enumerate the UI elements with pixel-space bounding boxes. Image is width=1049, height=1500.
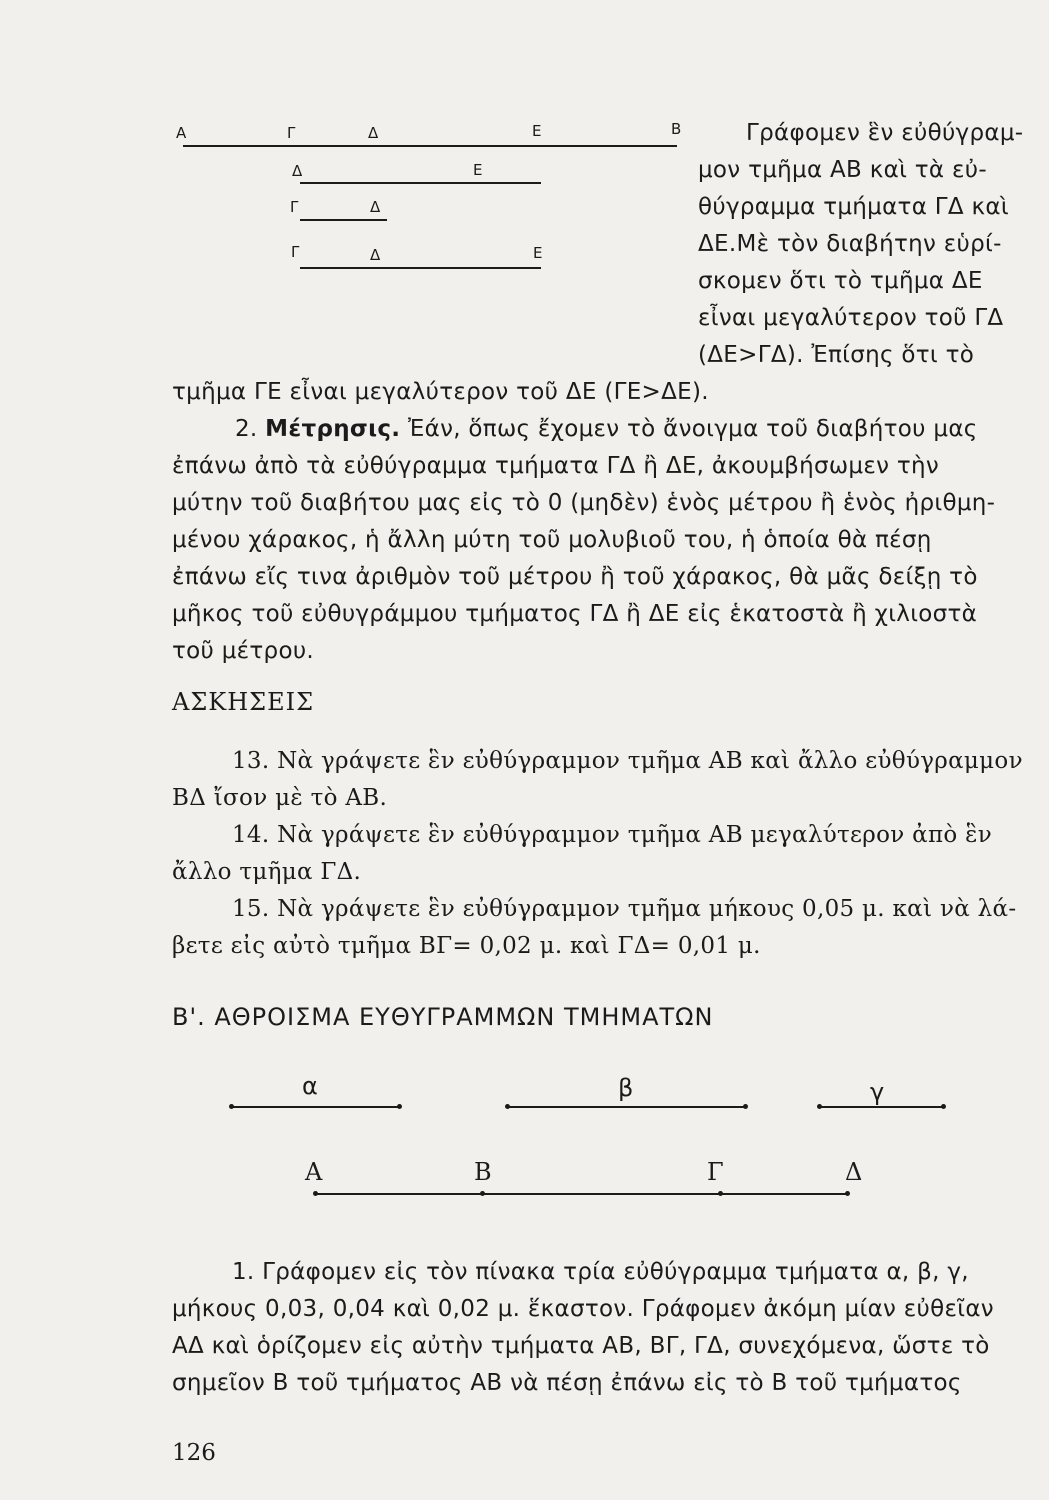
page-number: 126 bbox=[172, 1440, 216, 1466]
text-line: τμῆμα ΓΕ εἶναι μεγαλύτερον τοῦ ΔΕ (ΓΕ>ΔΕ). bbox=[172, 379, 709, 405]
label-Gamma: Γ bbox=[287, 124, 296, 142]
point-Gamma bbox=[718, 1191, 723, 1196]
label-E-4: Ε bbox=[533, 244, 543, 262]
endpoint bbox=[229, 1104, 234, 1109]
label-gamma: γ bbox=[870, 1078, 885, 1106]
exercise-line: 15. Νὰ γράψετε ἓν εὐθύγραμμον τμῆμα μήκους 0,05 μ. καὶ νὰ λά- bbox=[232, 896, 1017, 922]
exercise-line: ἄλλο τμῆμα ΓΔ. bbox=[172, 859, 362, 885]
text-line: μένου χάρακος, ἡ ἄλλη μύτη τοῦ μολυβιοῦ του, ἡ ὁποία θὰ πέσῃ bbox=[172, 527, 932, 553]
segment-alpha bbox=[232, 1106, 400, 1108]
segment-beta bbox=[508, 1106, 746, 1108]
exercises-heading: ΑΣΚΗΣΕΙΣ bbox=[172, 688, 315, 716]
segment-GE bbox=[300, 267, 541, 269]
text-line: ἐπάνω εἴς τινα ἀριθμὸν τοῦ μέτρου ἢ τοῦ χάρακος, θὰ μᾶς δείξῃ τὸ bbox=[172, 564, 978, 590]
endpoint bbox=[505, 1104, 510, 1109]
exercise-line: 13. Νὰ γράψετε ἓν εὐθύγραμμον τμῆμα ΑΒ καὶ ἄλλο εὐθύγραμμον bbox=[232, 748, 1023, 774]
text-line: μύτην τοῦ διαβήτου μας εἰς τὸ 0 (μηδὲν) ἑνὸς μέτρου ἢ ἑνὸς ἠριθμη- bbox=[172, 490, 996, 516]
side-line: εἶναι μεγαλύτερον τοῦ ΓΔ bbox=[698, 305, 1004, 331]
label-B: Β bbox=[671, 120, 682, 138]
segment-DE bbox=[300, 182, 541, 184]
label-E: Ε bbox=[532, 122, 542, 140]
label-Gamma-3: Γ bbox=[290, 198, 299, 216]
point-B bbox=[480, 1191, 485, 1196]
measurement-number: 2. bbox=[235, 416, 258, 442]
label-Gamma-4: Γ bbox=[291, 243, 300, 261]
exercise-line: βετε εἰς αὐτὸ τμῆμα ΒΓ= 0,02 μ. καὶ ΓΔ= 0,01 μ. bbox=[172, 933, 761, 959]
point-A bbox=[313, 1191, 318, 1196]
label-A: Α bbox=[176, 124, 187, 142]
section-b-heading: Β'. ΑΘΡΟΙΣΜΑ ΕΥΘΥΓΡΑΜΜΩΝ ΤΜΗΜΑΤΩΝ bbox=[172, 1003, 714, 1031]
label-B: Β bbox=[474, 1158, 492, 1186]
text-line: μήκους 0,03, 0,04 καὶ 0,02 μ. ἕκαστον. Γράφομεν ἀκόμη μίαν εὐθεῖαν bbox=[172, 1296, 994, 1322]
measurement-text: Ἐάν, ὅπως ἔχομεν τὸ ἄνοιγμα τοῦ διαβήτου μας bbox=[407, 416, 978, 442]
label-Delta: Δ bbox=[368, 124, 379, 142]
side-line: θύγραμμα τμήματα ΓΔ καὶ bbox=[698, 194, 1009, 220]
label-Delta-2: Δ bbox=[292, 162, 303, 180]
label-E-2: Ε bbox=[473, 161, 483, 179]
text-line: σημεῖον Β τοῦ τμήματος ΑΒ νὰ πέσῃ ἐπάνω εἰς τὸ Β τοῦ τμήματος bbox=[172, 1370, 962, 1396]
measurement-title: Μέτρησις. bbox=[265, 416, 401, 442]
side-line: σκομεν ὅτι τὸ τμῆμα ΔΕ bbox=[698, 268, 983, 294]
endpoint bbox=[397, 1104, 402, 1109]
label-Delta: Δ bbox=[845, 1158, 863, 1186]
text-line: ΑΔ καὶ ὁρίζομεν εἰς αὐτὴν τμήματα ΑΒ, ΒΓ, ΓΔ, συνεχόμενα, ὥστε τὸ bbox=[172, 1333, 990, 1359]
label-Delta-4: Δ bbox=[370, 246, 381, 264]
exercise-line: ΒΔ ἴσον μὲ τὸ ΑΒ. bbox=[172, 785, 388, 811]
side-line: (ΔΕ>ΓΔ). Ἐπίσης ὅτι τὸ bbox=[698, 342, 975, 368]
endpoint bbox=[941, 1104, 946, 1109]
side-line: μον τμῆμα ΑΒ καὶ τὰ εὐ- bbox=[698, 157, 987, 183]
label-Delta-3: Δ bbox=[370, 198, 381, 216]
segment-AB bbox=[183, 145, 677, 147]
side-line: Γράφομεν ἓν εὐθύγραμ- bbox=[746, 120, 1024, 146]
measurement-first-line bbox=[235, 414, 978, 444]
point-Delta bbox=[845, 1191, 850, 1196]
segment-AD bbox=[316, 1193, 848, 1195]
text-line: ἐπάνω ἀπὸ τὰ εὐθύγραμμα τμήματα ΓΔ ἢ ΔΕ, ἀκουμβήσωμεν τὴν bbox=[172, 453, 940, 479]
text-line: τοῦ μέτρου. bbox=[172, 638, 315, 664]
label-Gamma: Γ bbox=[707, 1158, 724, 1186]
exercise-line: 14. Νὰ γράψετε ἓν εὐθύγραμμον τμῆμα ΑΒ μεγαλύτερον ἀπὸ ἓν bbox=[232, 822, 993, 848]
label-alpha: α bbox=[302, 1072, 318, 1100]
endpoint bbox=[817, 1104, 822, 1109]
label-beta: β bbox=[618, 1074, 634, 1102]
label-A: Α bbox=[305, 1158, 323, 1186]
segment-GD bbox=[300, 219, 387, 221]
endpoint bbox=[743, 1104, 748, 1109]
text-line: μῆκος τοῦ εὐθυγράμμου τμήματος ΓΔ ἢ ΔΕ εἰς ἑκατοστὰ ἢ χιλιοστὰ bbox=[172, 601, 978, 627]
segment-gamma bbox=[820, 1106, 944, 1108]
side-line: ΔΕ.Μὲ τὸν διαβήτην εὑρί- bbox=[698, 231, 1002, 257]
text-line: 1. Γράφομεν εἰς τὸν πίνακα τρία εὐθύγραμμα τμήματα α, β, γ, bbox=[232, 1259, 969, 1285]
